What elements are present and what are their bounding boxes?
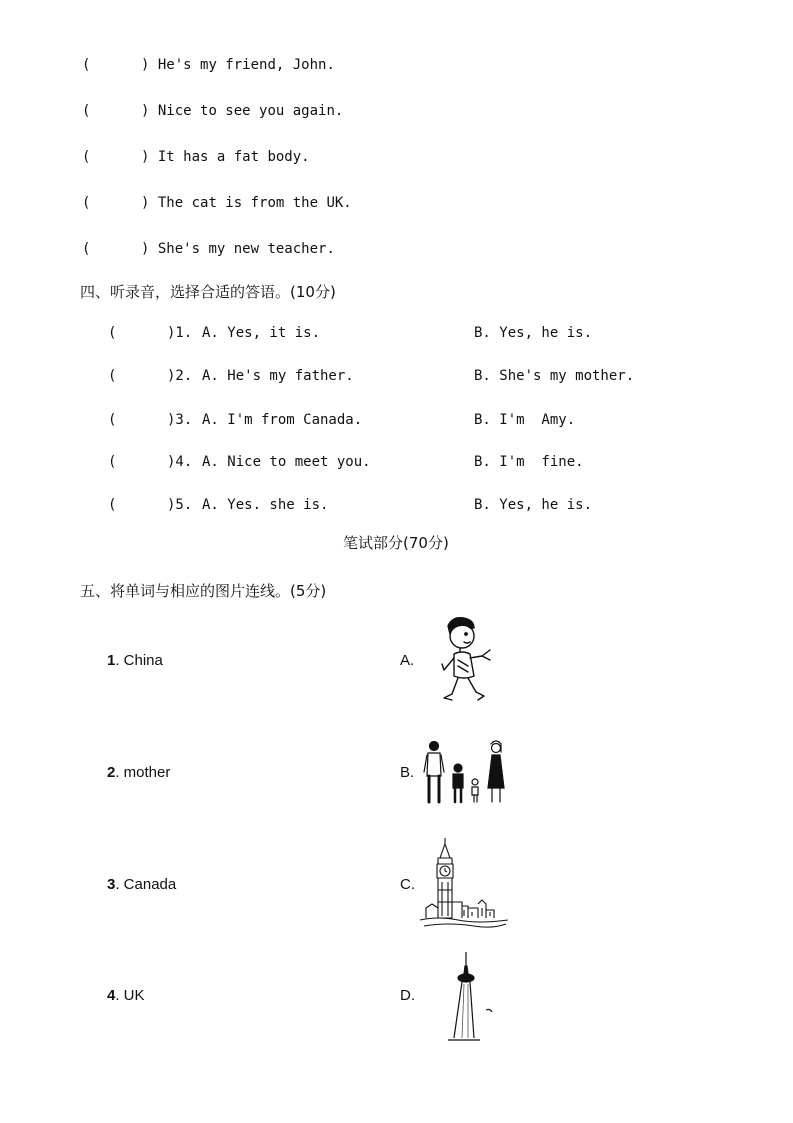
option-a[interactable]: A. Nice to meet you. [202,454,371,470]
picture-label-d: D. [400,987,415,1004]
word-item-1[interactable] [107,652,163,670]
answer-blank[interactable]: ( ) [82,57,150,73]
picture-label-a: A. [400,652,415,669]
word-item-4[interactable] [107,987,145,1005]
option-b[interactable]: B. I'm fine. [474,454,584,470]
word-text: . UK [115,987,145,1004]
answer-blank[interactable]: ( ) [82,149,150,165]
word-item-3[interactable] [107,876,176,894]
part4-number-5[interactable]: ( )5. [108,497,193,513]
part3-item-1 [82,56,335,74]
sentence: Nice to see you again. [157,103,344,119]
answer-blank[interactable]: ( ) [82,103,150,119]
word-text: . mother [115,764,171,781]
part3-item-4 [82,194,352,212]
big-ben-icon[interactable] [418,836,510,932]
part4-heading: 四、听录音，选择合适的答语。(10分) [80,283,336,301]
sentence: The cat is from the UK. [157,195,352,211]
word-number: 4 [107,987,116,1004]
part4-number-4[interactable]: ( )4. [108,454,193,470]
option-a[interactable]: A. Yes. she is. [202,497,329,513]
part3-item-3 [82,148,310,166]
answer-blank[interactable]: ( ) [82,195,150,211]
answer-blank[interactable]: ( ) [82,241,150,257]
part4-number-1[interactable]: ( )1. [108,325,193,341]
picture-label-c: C. [400,876,415,893]
part5-heading: 五、将单词与相应的图片连线。(5分) [80,582,327,600]
word-number: 1 [107,652,116,669]
option-a[interactable]: A. Yes, it is. [202,325,321,341]
option-a[interactable]: A. I'm from Canada. [202,412,363,428]
sentence: It has a fat body. [157,149,310,165]
option-b[interactable]: B. Yes, he is. [474,325,593,341]
word-item-2[interactable] [107,764,170,782]
option-b[interactable]: B. Yes, he is. [474,497,593,513]
sentence: She's my new teacher. [157,241,335,257]
family-icon[interactable] [420,738,510,806]
part4-number-3[interactable]: ( )3. [108,412,193,428]
picture-label-b: B. [400,764,415,781]
word-number: 3 [107,876,116,893]
word-number: 2 [107,764,116,781]
written-section-title: 笔试部分(70分) [343,534,449,552]
option-a[interactable]: A. He's my father. [202,368,354,384]
word-text: . Canada [115,876,177,893]
word-text: . China [115,652,163,669]
part3-item-5 [82,240,335,258]
cn-tower-icon[interactable] [440,950,500,1042]
part3-item-2 [82,102,343,120]
walking-boy-icon[interactable] [430,614,500,706]
sentence: He's my friend, John. [157,57,335,73]
option-b[interactable]: B. I'm Amy. [474,412,576,428]
option-b[interactable]: B. She's my mother. [474,368,635,384]
part4-number-2[interactable]: ( )2. [108,368,193,384]
